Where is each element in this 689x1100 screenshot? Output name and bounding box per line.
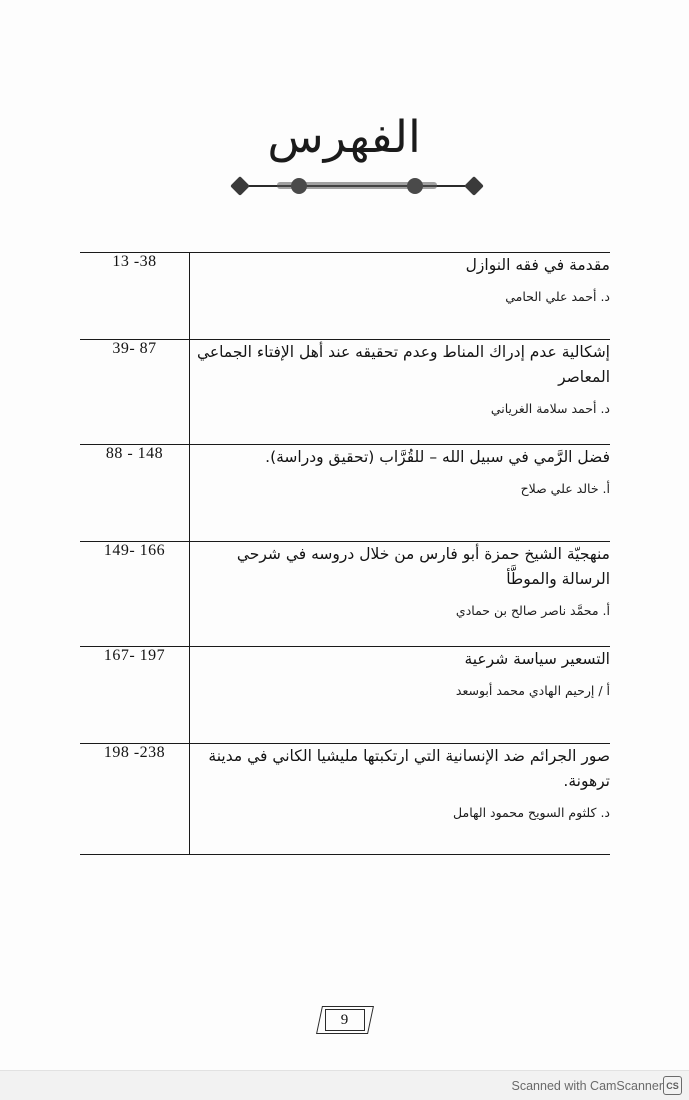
toc-entry-author: أ / إرحيم الهادي محمد أبوسعد bbox=[455, 683, 610, 699]
toc-entry-title: فضل الرَّمي في سبيل الله – للقُرَّاب (تحقيق ودراسة). bbox=[265, 448, 610, 466]
toc-entry-pages-cell bbox=[80, 340, 190, 445]
toc-entry-author: د. كلثوم السويح محمود الهامل bbox=[453, 805, 610, 821]
table-row bbox=[80, 340, 610, 445]
toc-entry-title-cell bbox=[190, 445, 611, 542]
table-row bbox=[80, 542, 610, 647]
camscanner-text: Scanned with CamScanner bbox=[511, 1078, 663, 1093]
toc-entry-pages: 167- 197 bbox=[103, 647, 166, 664]
toc-entry-pages-cell bbox=[80, 445, 190, 542]
toc-entry-title-cell bbox=[190, 744, 611, 855]
toc-entry-author: أ. محمَّد ناصر صالح بن حمادي bbox=[455, 603, 610, 619]
toc-entry-title-cell bbox=[190, 542, 611, 647]
camscanner-logo-icon: CS bbox=[663, 1076, 682, 1095]
page-number bbox=[0, 1006, 689, 1038]
toc-entry-pages-cell bbox=[80, 542, 190, 647]
toc-entry-pages: 198 -238 bbox=[103, 744, 166, 761]
ornament-diamond-right-icon bbox=[464, 176, 484, 196]
toc-entry-pages-cell bbox=[80, 253, 190, 340]
toc-entry-pages-cell bbox=[80, 647, 190, 744]
toc-entry-title-cell bbox=[190, 253, 611, 340]
page-title-text: الفهرس bbox=[267, 112, 422, 163]
toc-entry-title: صور الجرائم ضد الإنسانية التي ارتكبتها مليشيا الكاني في مدينة ترهونة. bbox=[208, 747, 610, 791]
ornament-dot-left-icon bbox=[291, 178, 307, 194]
toc-entry-title-cell bbox=[190, 340, 611, 445]
toc-entry-pages: 149- 166 bbox=[103, 542, 166, 559]
toc-entry-pages: 88 - 148 bbox=[105, 445, 164, 462]
table-row bbox=[80, 253, 610, 340]
table-of-contents bbox=[80, 252, 610, 855]
page-title bbox=[0, 112, 689, 163]
ornamental-divider-icon bbox=[231, 176, 483, 196]
toc-entry-title-cell bbox=[190, 647, 611, 744]
toc-entry-pages-cell bbox=[80, 744, 190, 855]
toc-entry-title: إشكالية عدم إدراك المناط وعدم تحقيقه عند أهل الإفتاء الجماعي المعاصر bbox=[197, 343, 610, 387]
toc-entry-title: منهجيّة الشيخ حمزة أبو فارس من خلال دروسه في شرحي الرسالة والموطَّأ bbox=[236, 545, 610, 589]
toc-entry-pages: 39- 87 bbox=[112, 340, 157, 357]
table-row bbox=[80, 744, 610, 855]
table-row bbox=[80, 445, 610, 542]
toc-entry-author: د. أحمد علي الحامي bbox=[505, 289, 610, 305]
ornament-diamond-left-icon bbox=[230, 176, 250, 196]
toc-entry-pages: 13 -38 bbox=[112, 253, 157, 270]
toc-entry-author: أ. خالد علي صلاح bbox=[520, 481, 610, 497]
page-number-text: 9 bbox=[340, 1011, 349, 1028]
toc-entry-title: مقدمة في فقه النوازل bbox=[465, 256, 610, 274]
toc-entry-author: د. أحمد سلامة الغرياني bbox=[490, 401, 610, 417]
camscanner-footer bbox=[0, 1070, 689, 1100]
table-row bbox=[80, 647, 610, 744]
toc-entry-title: التسعير سياسة شرعية bbox=[464, 650, 610, 668]
ornament-dot-right-icon bbox=[407, 178, 423, 194]
